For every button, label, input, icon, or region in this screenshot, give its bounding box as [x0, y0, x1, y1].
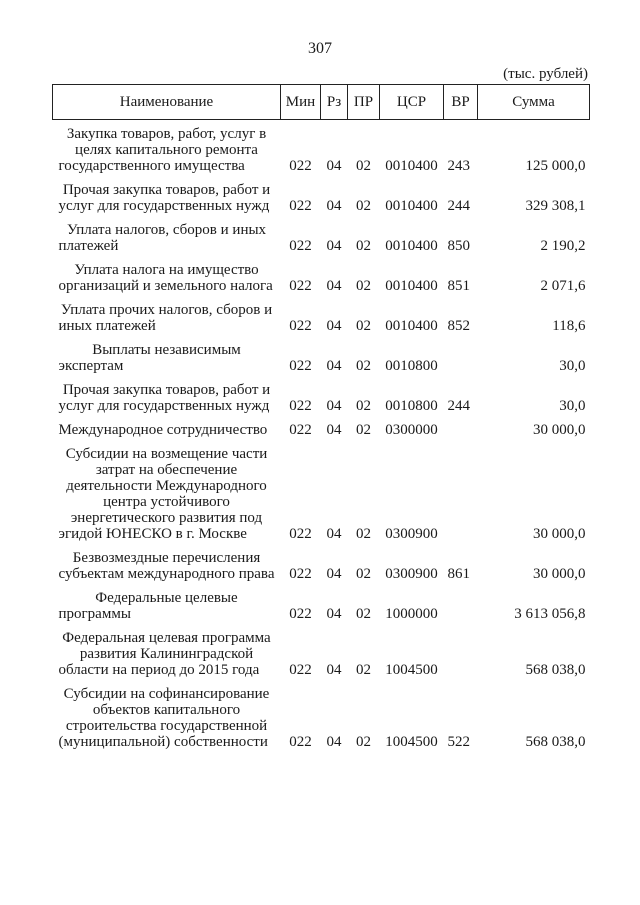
cell-rz: 04: [326, 662, 342, 678]
cell-rz: 04: [326, 422, 342, 438]
cell-pr: 02: [356, 734, 371, 750]
cell-name: Субсидии на возмещение части затрат на обеспечение деятельности Международного центра устойчивого энергетического развития под эгидой ЮНЕСКО в г. Москве: [58, 446, 268, 542]
cell-rz: 04: [326, 318, 342, 334]
cell-name: Федеральная целевая программа развития Калининградской области на период до 2015 года: [58, 630, 271, 678]
cell-pr: 02: [356, 198, 371, 214]
table-row: [53, 441, 590, 545]
header-rz: Рз: [321, 85, 348, 120]
cell-sum: 118,6: [552, 318, 586, 334]
cell-vr: [444, 625, 478, 681]
cell-min: 022: [289, 398, 312, 414]
cell-rz: 04: [326, 526, 342, 542]
table-header-row: [53, 85, 590, 120]
cell-name: Закупка товаров, работ, услуг в целях капитального ремонта государственного имущества: [58, 126, 267, 174]
cell-pr: 02: [356, 526, 371, 542]
cell-csr: 0300900: [385, 526, 438, 542]
header-csr: ЦСР: [380, 85, 444, 120]
cell-vr: 861: [447, 566, 470, 582]
cell-csr: 0010400: [385, 198, 438, 214]
cell-rz: 04: [326, 606, 342, 622]
cell-csr: 1004500: [385, 662, 438, 678]
cell-sum: 30,0: [559, 358, 586, 374]
cell-sum: 329 308,1: [525, 198, 586, 214]
cell-min: 022: [289, 606, 312, 622]
cell-sum: 2 190,2: [540, 238, 586, 254]
cell-pr: 02: [356, 606, 371, 622]
cell-rz: 04: [326, 734, 342, 750]
budget-table: [52, 84, 590, 753]
cell-csr: 0010800: [385, 358, 438, 374]
cell-pr: 02: [356, 238, 371, 254]
cell-csr: 0010400: [385, 158, 438, 174]
cell-name: Уплата прочих налогов, сборов и иных платежей: [58, 302, 273, 334]
table-row: [53, 217, 590, 257]
cell-name: Международное сотрудничество: [58, 422, 268, 438]
cell-pr: 02: [356, 422, 371, 438]
cell-min: 022: [289, 358, 312, 374]
cell-rz: 04: [326, 198, 342, 214]
cell-name: Прочая закупка товаров, работ и услуг для государственных нужд: [58, 382, 271, 414]
cell-vr: 851: [447, 278, 470, 294]
cell-rz: 04: [326, 566, 342, 582]
cell-pr: 02: [356, 158, 371, 174]
cell-sum: 568 038,0: [525, 734, 586, 750]
cell-csr: 0300000: [385, 422, 438, 438]
table-row: [53, 257, 590, 297]
cell-name: Федеральные целевые программы: [58, 590, 238, 622]
table-row: [53, 545, 590, 585]
table-row: [53, 417, 590, 441]
header-name: Наименование: [53, 85, 281, 120]
cell-min: 022: [289, 526, 312, 542]
cell-csr: 0010800: [385, 398, 438, 414]
cell-vr: 244: [447, 198, 470, 214]
cell-vr: [444, 337, 478, 377]
cell-min: 022: [289, 318, 312, 334]
cell-csr: 1004500: [385, 734, 438, 750]
cell-sum: 125 000,0: [525, 158, 586, 174]
cell-vr: 852: [447, 318, 470, 334]
cell-sum: 30,0: [559, 398, 586, 414]
cell-pr: 02: [356, 662, 371, 678]
cell-vr: 522: [447, 734, 470, 750]
cell-csr: 1000000: [385, 606, 438, 622]
page-number: 307: [308, 40, 332, 57]
cell-rz: 04: [326, 358, 342, 374]
header-min: Мин: [281, 85, 321, 120]
cell-vr: [444, 441, 478, 545]
cell-vr: [444, 417, 478, 441]
cell-min: 022: [289, 238, 312, 254]
cell-name: Безвозмездные перечисления субъектам международного права: [58, 550, 275, 582]
table-row: [53, 585, 590, 625]
cell-csr: 0010400: [385, 278, 438, 294]
cell-vr: 243: [447, 158, 470, 174]
cell-min: 022: [289, 662, 312, 678]
cell-pr: 02: [356, 398, 371, 414]
table-row: [53, 681, 590, 753]
cell-rz: 04: [326, 238, 342, 254]
cell-sum: 568 038,0: [525, 662, 586, 678]
cell-name: Выплаты независимым экспертам: [58, 342, 241, 374]
cell-sum: 30 000,0: [533, 526, 586, 542]
header-vr: ВР: [444, 85, 478, 120]
cell-vr: 244: [447, 398, 470, 414]
cell-pr: 02: [356, 318, 371, 334]
cell-min: 022: [289, 198, 312, 214]
cell-sum: 2 071,6: [540, 278, 586, 294]
header-pr: ПР: [348, 85, 380, 120]
table-row: [53, 337, 590, 377]
cell-rz: 04: [326, 398, 342, 414]
cell-rz: 04: [326, 158, 342, 174]
cell-csr: 0010400: [385, 318, 438, 334]
units-label: (тыс. рублей): [503, 66, 588, 82]
cell-name: Уплата налогов, сборов и иных платежей: [58, 222, 267, 254]
cell-name: Уплата налога на имущество организаций и земельного налога: [58, 262, 273, 294]
cell-csr: 0300900: [385, 566, 438, 582]
cell-csr: 0010400: [385, 238, 438, 254]
cell-name: Субсидии на софинансирование объектов капитального строительства государственной (муниципальной) собственности: [58, 686, 270, 750]
table-row: [53, 377, 590, 417]
cell-pr: 02: [356, 566, 371, 582]
cell-name: Прочая закупка товаров, работ и услуг для государственных нужд: [58, 182, 271, 214]
table-row: [53, 625, 590, 681]
cell-min: 022: [289, 734, 312, 750]
cell-vr: [444, 585, 478, 625]
cell-min: 022: [289, 158, 312, 174]
cell-pr: 02: [356, 358, 371, 374]
cell-min: 022: [289, 566, 312, 582]
cell-pr: 02: [356, 278, 371, 294]
table-row: [53, 177, 590, 217]
cell-rz: 04: [326, 278, 342, 294]
table-row: [53, 120, 590, 178]
cell-min: 022: [289, 278, 312, 294]
cell-sum: 30 000,0: [533, 566, 586, 582]
cell-sum: 3 613 056,8: [514, 606, 586, 622]
cell-sum: 30 000,0: [533, 422, 586, 438]
header-sum: Сумма: [478, 85, 590, 120]
table-row: [53, 297, 590, 337]
cell-min: 022: [289, 422, 312, 438]
cell-vr: 850: [447, 238, 470, 254]
